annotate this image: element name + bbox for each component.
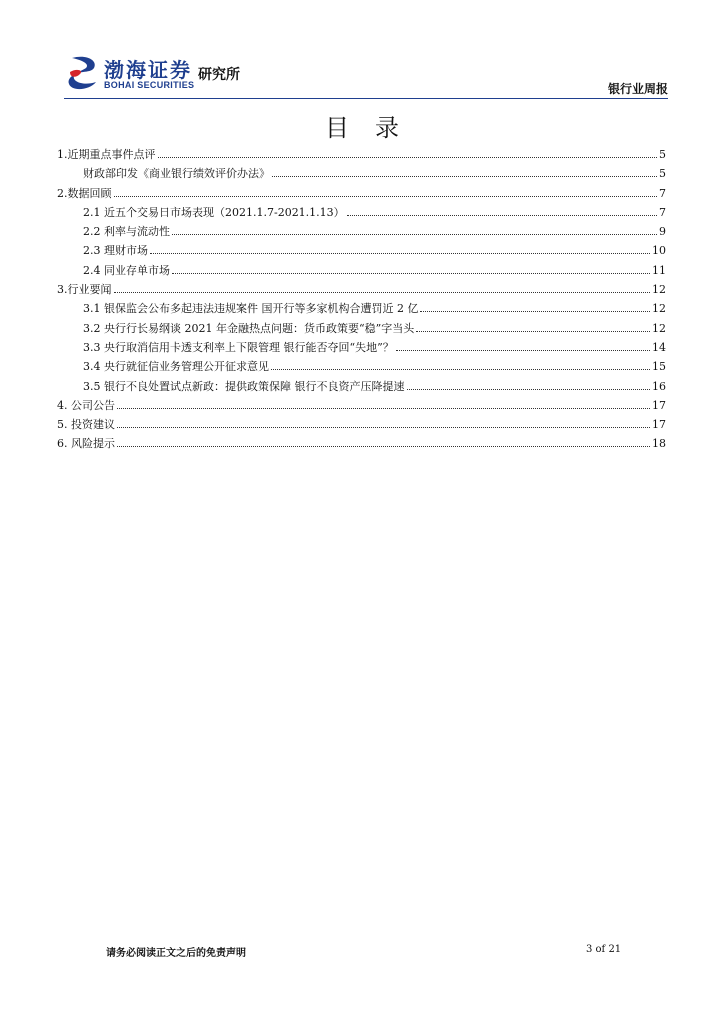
toc-entry[interactable] bbox=[57, 435, 666, 454]
toc-entry-page: 9 bbox=[659, 225, 666, 239]
toc-dot-leader bbox=[114, 196, 658, 197]
toc-title: 目录 bbox=[325, 114, 425, 142]
toc-entry-title: 3.1 银保监会公布多起违法违规案件 国开行等多家机构合遭罚近 2 亿 bbox=[83, 302, 419, 316]
toc-entry-title: 3.4 央行就征信业务管理公开征求意见 bbox=[83, 360, 269, 374]
toc-entry-page: 11 bbox=[652, 263, 666, 277]
toc-entry-title: 2.2 利率与流动性 bbox=[83, 225, 170, 239]
bohai-logo-icon bbox=[66, 54, 100, 92]
toc-entry-title: 5. 投资建议 bbox=[57, 418, 115, 432]
toc-entry-title: 2.3 理财市场 bbox=[83, 244, 148, 258]
toc-dot-leader bbox=[272, 176, 657, 177]
toc-dot-leader bbox=[150, 253, 650, 254]
toc-entry[interactable] bbox=[57, 146, 666, 165]
toc-dot-leader bbox=[172, 234, 657, 235]
table-of-contents bbox=[57, 146, 666, 455]
toc-entry-page: 7 bbox=[659, 186, 666, 200]
toc-entry-page: 12 bbox=[652, 283, 666, 297]
toc-entry-title: 1.近期重点事件点评 bbox=[57, 148, 156, 161]
toc-dot-leader bbox=[117, 446, 650, 447]
toc-entry-page: 12 bbox=[652, 321, 666, 335]
toc-entry-page: 7 bbox=[659, 205, 666, 219]
footer-disclaimer: 请务必阅读正文之后的免责声明 bbox=[106, 948, 246, 959]
toc-dot-leader bbox=[114, 292, 651, 293]
toc-entry[interactable] bbox=[57, 165, 666, 184]
toc-entry-title: 2.数据回顾 bbox=[57, 186, 112, 200]
toc-entry-title: 3.行业要闻 bbox=[57, 283, 112, 297]
toc-entry-page: 10 bbox=[652, 244, 666, 258]
toc-entry[interactable] bbox=[57, 262, 666, 281]
toc-entry-page: 16 bbox=[652, 379, 666, 393]
toc-dot-leader bbox=[416, 331, 650, 332]
toc-entry[interactable] bbox=[57, 339, 666, 358]
toc-dot-leader bbox=[407, 389, 651, 390]
toc-dot-leader bbox=[117, 408, 650, 409]
toc-entry[interactable] bbox=[57, 185, 666, 204]
toc-entry[interactable] bbox=[57, 281, 666, 300]
toc-entry-page: 5 bbox=[659, 167, 666, 181]
toc-entry-title: 3.3 央行取消信用卡透支利率上下限管理 银行能否夺回“失地”？ bbox=[83, 340, 394, 354]
toc-entry[interactable] bbox=[57, 242, 666, 261]
toc-entry[interactable] bbox=[57, 416, 666, 435]
header-divider bbox=[64, 98, 668, 99]
toc-dot-leader bbox=[172, 273, 650, 274]
report-type: 银行业周报 bbox=[607, 82, 668, 96]
toc-entry-page: 17 bbox=[652, 398, 666, 412]
toc-entry[interactable] bbox=[57, 320, 666, 339]
toc-entry-page: 15 bbox=[652, 360, 666, 374]
toc-dot-leader bbox=[158, 157, 658, 158]
toc-entry[interactable] bbox=[57, 358, 666, 377]
toc-entry-title: 2.1 近五个交易日市场表现（2021.1.7-2021.1.13） bbox=[83, 205, 345, 219]
toc-entry-title: 4. 公司公告 bbox=[57, 398, 115, 412]
toc-entry-page: 18 bbox=[652, 437, 666, 451]
toc-entry-page: 14 bbox=[652, 340, 666, 354]
logo-chinese-name: 渤海证券 bbox=[104, 58, 192, 82]
toc-dot-leader bbox=[117, 427, 650, 428]
toc-entry[interactable] bbox=[57, 204, 666, 223]
page-header bbox=[64, 50, 668, 100]
toc-entry-title: 3.2 央行行长易纲谈 2021 年金融热点问题：货币政策要“稳”字当头 bbox=[83, 321, 415, 335]
toc-entry-title: 财政部印发《商业银行绩效评价办法》 bbox=[83, 167, 270, 181]
toc-entry-title: 3.5 银行不良处置试点新政：提供政策保障 银行不良资产压降提速 bbox=[83, 379, 405, 393]
toc-dot-leader bbox=[420, 311, 650, 312]
toc-dot-leader bbox=[271, 369, 650, 370]
toc-entry[interactable] bbox=[57, 378, 666, 397]
bohai-securities-logo bbox=[64, 50, 304, 96]
toc-dot-leader bbox=[396, 350, 650, 351]
logo-english-name: BOHAI SECURITIES bbox=[104, 80, 195, 90]
toc-dot-leader bbox=[347, 215, 657, 216]
toc-entry-page: 17 bbox=[652, 418, 666, 432]
toc-entry-title: 6. 风险提示 bbox=[57, 437, 115, 451]
toc-entry[interactable] bbox=[57, 397, 666, 416]
toc-entry-page: 5 bbox=[659, 148, 666, 161]
toc-entry-title: 2.4 同业存单市场 bbox=[83, 263, 170, 277]
toc-entry[interactable] bbox=[57, 300, 666, 319]
toc-entry[interactable] bbox=[57, 223, 666, 242]
footer-page-number: 3 of 21 bbox=[586, 944, 622, 955]
toc-entry-page: 12 bbox=[652, 302, 666, 316]
institute-name: 研究所 bbox=[198, 67, 240, 83]
